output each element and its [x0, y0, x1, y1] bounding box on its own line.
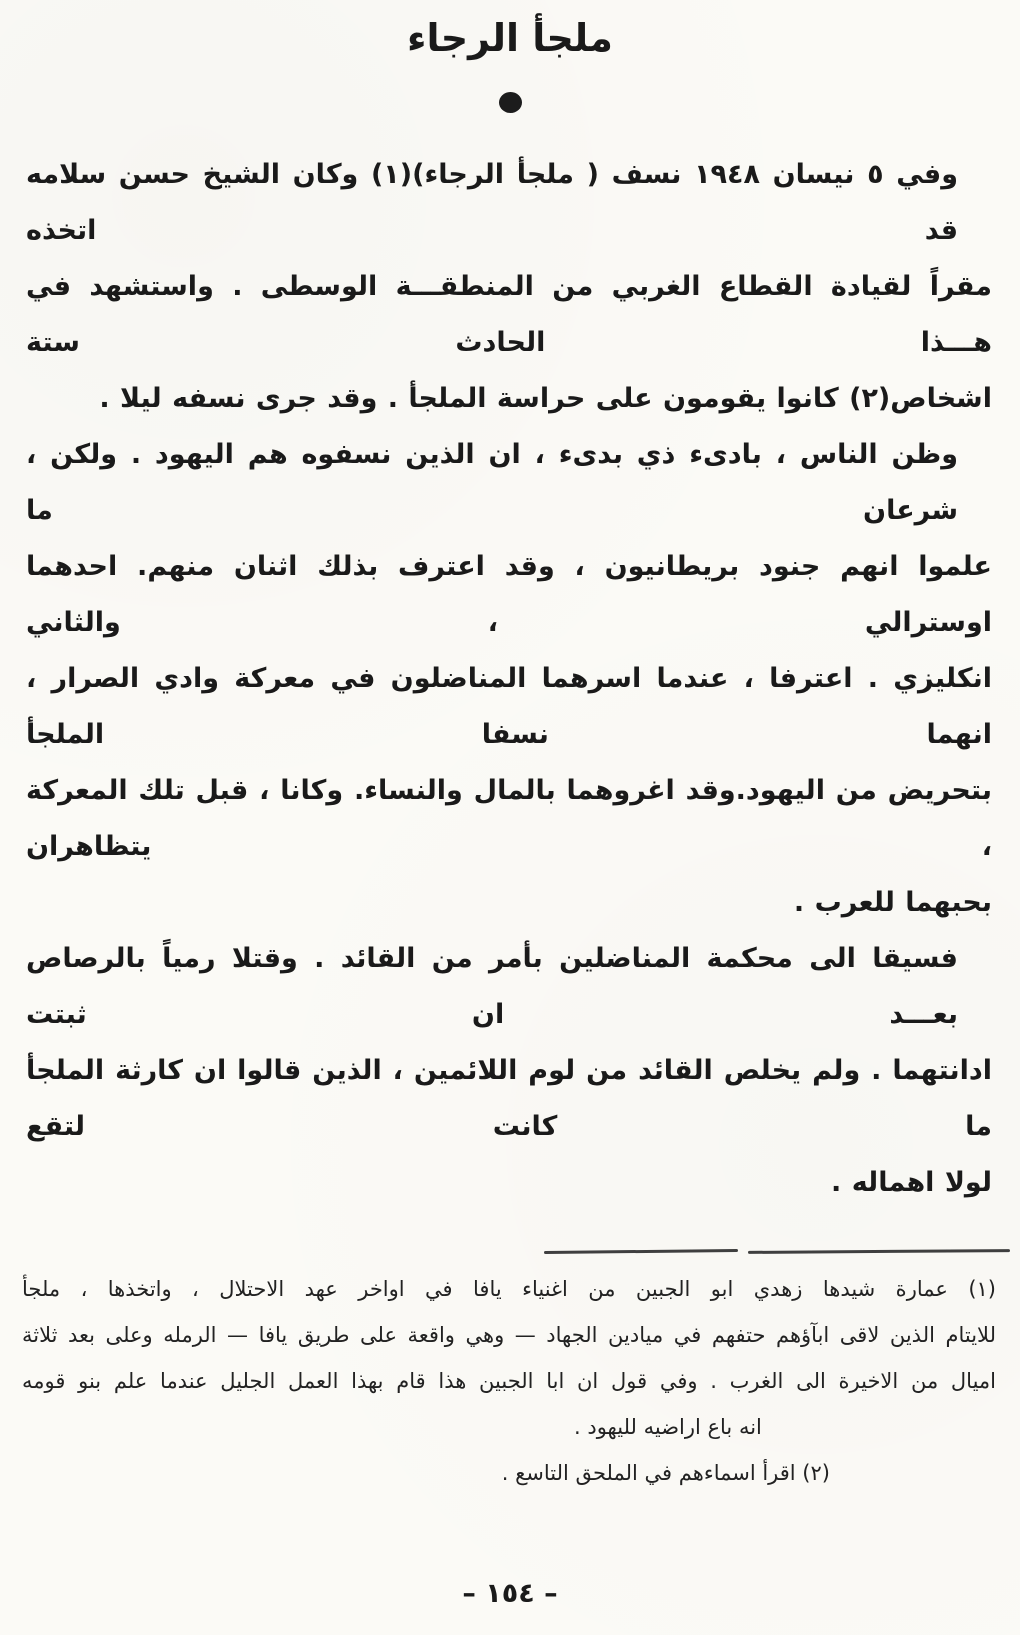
footnote-2-line: (٢) اقرأ اسماءهم في الملحق التاسع .: [501, 1461, 830, 1485]
paragraph-3: [26, 931, 992, 1211]
text-line: لولا اهماله .: [831, 1167, 992, 1198]
text-line: علموا انهم جنود بريطانيون ، وقد اعترف بذلك اثنان منهم. احدهما اوسترالي ، والثاني: [26, 551, 992, 638]
text-line: وفي ٥ نيسان ١٩٤٨ نسف ( ملجأ الرجاء)(١) وكان الشيخ حسن سلامه قد اتخذه: [26, 159, 958, 246]
text-line: انكليزي . اعترفا ، عندما اسرهما المناضلون في معركة وادي الصرار ، انهما نسفا الملجأ: [26, 663, 992, 750]
footnote-separator: [544, 1250, 1010, 1253]
text-line: بحبهما للعرب .: [793, 887, 992, 918]
page-number: – ١٥٤ –: [462, 1578, 558, 1609]
text-line: فسيقا الى محكمة المناضلين بأمر من القائد . وقتلا رمياً بالرصاص بعـــد ان ثبتت: [26, 943, 958, 1030]
section-bullet-icon: [499, 92, 522, 113]
text-line: وظن الناس ، بادىء ذي بدىء ، ان الذين نسفوه هم اليهود . ولكن ، شرعان ما: [26, 439, 958, 526]
paragraph-2: [26, 427, 992, 931]
footnote-1-line: انه باع اراضيه لليهود .: [574, 1415, 762, 1439]
paragraph-1: [26, 147, 992, 427]
text-line: اشخاص(٢) كانوا يقومون على حراسة الملجأ . وقد جرى نسفه ليلا .: [99, 383, 992, 414]
body-text: [0, 147, 1020, 1211]
footnote-separator-segment: [544, 1249, 738, 1254]
footnote-separator-segment: [748, 1249, 1010, 1254]
footnote-1-line: (١) عمارة شيدها زهدي ابو الجبين من اغنياء يافا في اواخر عهد الاحتلال ، واتخذها ، ملجأ: [22, 1277, 996, 1301]
page-title: ملجأ الرجاء: [407, 16, 613, 60]
text-line: ادانتهما . ولم يخلص القائد من لوم اللائمين ، الذين قالوا ان كارثة الملجأ ما كانت لتقع: [26, 1055, 992, 1142]
footnote-1-line: اميال من الاخيرة الى الغرب . وفي قول ان ابا الجبين هذا قام بهذا العمل الجليل عندما علم بنو قومه: [22, 1369, 996, 1393]
text-line: بتحريض من اليهود.وقد اغروهما بالمال والنساء. وكانا ، قبل تلك المعركة ، يتظاهران: [26, 775, 992, 862]
footnote-1-line: للايتام الذين لاقى ابآؤهم حتفهم في ميادين الجهاد — وهي واقعة على طريق يافا — الرمله وعلى بعد ثلاثة: [22, 1323, 996, 1347]
text-line: مقراً لقيادة القطاع الغربي من المنطقـــة الوسطى . واستشهد في هـــذا الحادث ستة: [26, 271, 992, 358]
footnotes: [0, 1266, 1020, 1496]
